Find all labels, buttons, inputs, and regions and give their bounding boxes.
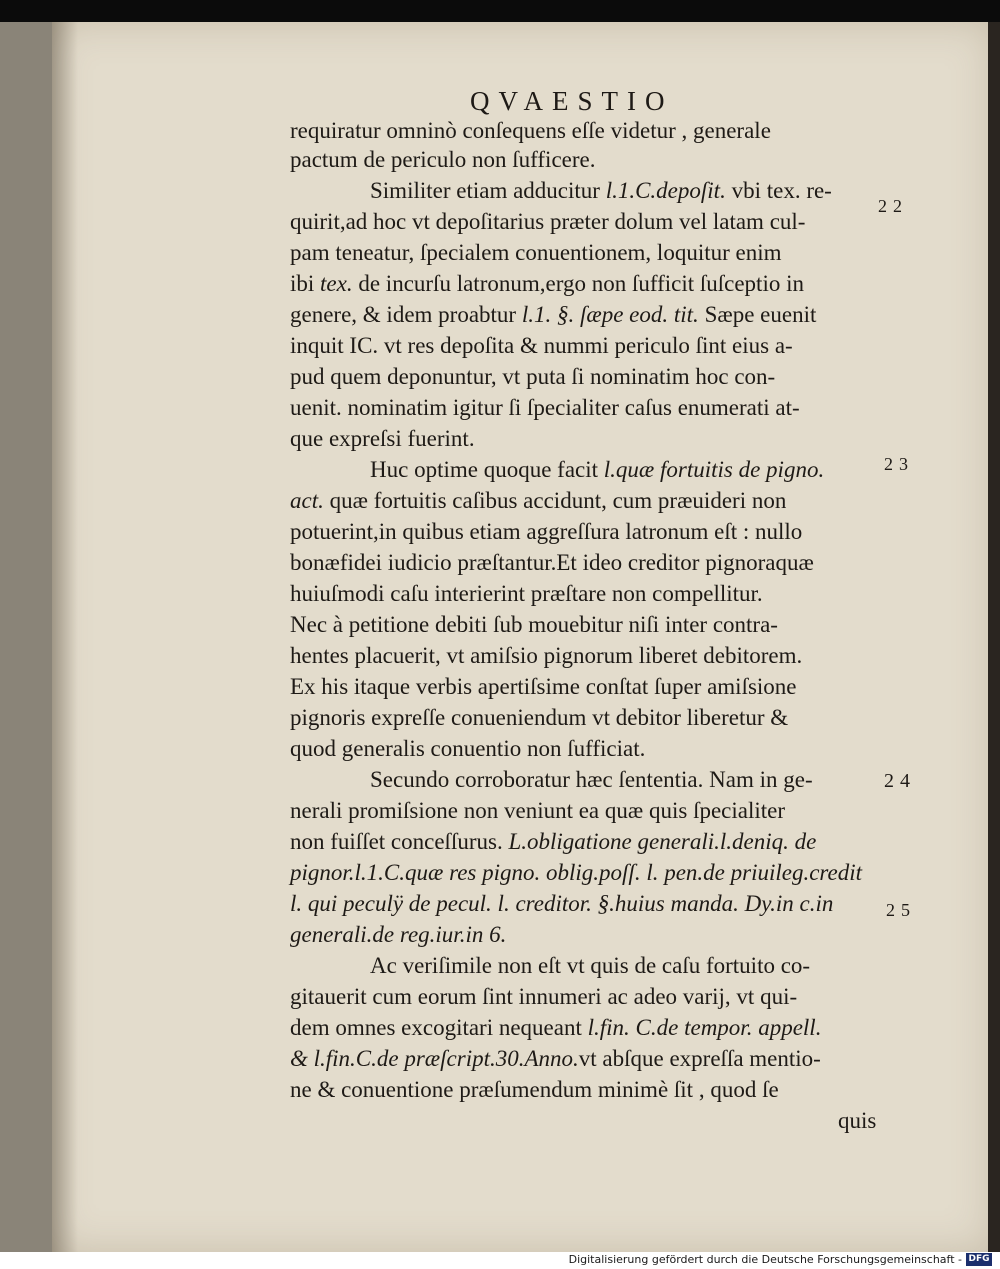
body-text: non fuiſſet conceſſurus. xyxy=(290,829,509,854)
citation-text: l. qui peculÿ de pecul. l. creditor. §.huius manda. Dy.in c.in xyxy=(290,891,834,916)
scan-background-top xyxy=(0,0,1000,22)
body-text: pam teneatur, ſpecialem conuentionem, loquitur enim xyxy=(290,240,782,265)
body-text: Nec à petitione debiti ſub mouebitur niſi inter contra- xyxy=(290,612,778,637)
body-text: huiuſmodi caſu interierint præſtare non compellitur. xyxy=(290,581,763,606)
text-line xyxy=(290,1075,880,1105)
text-line xyxy=(290,734,880,764)
text-line xyxy=(290,207,880,237)
text-line xyxy=(370,455,880,485)
body-text: Secundo corroboratur hæc ſententia. Nam in ge- xyxy=(370,767,813,792)
margin-note-25: 25 xyxy=(886,900,916,920)
text-line xyxy=(290,703,880,733)
body-text: uenit. nominatim igitur ſi ſpecialiter caſus enumerati at- xyxy=(290,395,800,420)
body-text: requiratur omninò conſequens eſſe videtur , generale xyxy=(290,118,771,143)
citation-text: l.1. §. ſæpe eod. tit. xyxy=(521,302,699,327)
body-text: hentes placuerit, vt amiſsio pignorum liberet debitorem. xyxy=(290,643,803,668)
text-line xyxy=(290,517,880,547)
text-line xyxy=(290,796,880,826)
citation-text: l.1.C.depoſit. xyxy=(605,178,726,203)
citation-text: & l.fin.C.de præſcript.30.Anno. xyxy=(290,1046,579,1071)
margin-note-22: 22 xyxy=(878,196,908,216)
citation-text: act. xyxy=(290,488,324,513)
text-line xyxy=(370,176,880,206)
body-text: quirit,ad hoc vt depoſitarius præter dolum vel latam cul- xyxy=(290,209,806,234)
text-line xyxy=(290,982,880,1012)
text-line xyxy=(290,858,880,888)
citation-text: pignor.l.1.C.quæ res pigno. oblig.poſſ. l. pen.de priuileg.credit xyxy=(290,860,863,885)
text-line xyxy=(290,331,880,361)
body-text: potuerint,in quibus etiam aggreſſura latronum eſt : nullo xyxy=(290,519,803,544)
body-text: quæ fortuitis caſibus accidunt, cum præuideri non xyxy=(323,488,787,513)
text-line xyxy=(290,920,880,950)
citation-text: L.obligatione generali.l.deniq. de xyxy=(508,829,817,854)
body-text: gitauerit cum eorum ſint innumeri ac adeo varij, vt qui- xyxy=(290,984,798,1009)
text-line xyxy=(290,424,880,454)
text-line xyxy=(290,641,880,671)
text-line xyxy=(290,116,880,146)
text-line xyxy=(290,672,880,702)
running-header: QVAESTIO xyxy=(470,86,674,116)
body-text: pactum de periculo non ſufficere. xyxy=(290,147,596,172)
body-text: quis xyxy=(838,1108,877,1133)
body-text: dem omnes excogitari nequeant xyxy=(290,1015,588,1040)
body-text: bonæfidei iudicio præſtantur.Et ideo creditor pignoraquæ xyxy=(290,550,814,575)
body-text: Similiter etiam adducitur xyxy=(370,178,606,203)
margin-note-23: 23 xyxy=(884,454,914,474)
text-line xyxy=(290,1013,880,1043)
text-line xyxy=(290,548,880,578)
body-text: Sæpe euenit xyxy=(698,302,817,327)
body-text: Ex his itaque verbis apertiſsime conſtat ſuper amiſsione xyxy=(290,674,797,699)
body-text: pignoris expreſſe conueniendum vt debitor liberetur & xyxy=(290,705,789,730)
text-line xyxy=(290,889,880,919)
body-text: vt abſque expreſſa mentio- xyxy=(578,1046,821,1071)
text-line xyxy=(290,486,880,516)
body-text: ne & conuentione præſumendum minimè ſit , quod ſe xyxy=(290,1077,779,1102)
body-text: genere, & idem proabtur xyxy=(290,302,522,327)
text-line xyxy=(290,362,880,392)
body-text: quod generalis conuentio non ſufficiat. xyxy=(290,736,646,761)
text-line xyxy=(370,951,880,981)
text-line xyxy=(290,269,880,299)
text-line xyxy=(290,393,880,423)
body-text: inquit IC. vt res depoſita & nummi periculo ſint eius a- xyxy=(290,333,793,358)
text-line xyxy=(290,238,880,268)
citation-text: tex. xyxy=(320,271,353,296)
page-edge xyxy=(988,22,1000,1252)
margin-note-24: 24 xyxy=(884,770,916,792)
text-line xyxy=(290,300,880,330)
page-gutter-shadow xyxy=(52,22,78,1252)
text-line xyxy=(290,579,880,609)
text-line xyxy=(290,145,880,175)
text-line xyxy=(290,610,880,640)
body-text: que expreſsi fuerint. xyxy=(290,426,475,451)
body-text: ibi xyxy=(290,271,321,296)
body-text: de incurſu latronum,ergo non ſufficit ſuſceptio in xyxy=(352,271,804,296)
scan-background-left xyxy=(0,22,52,1252)
body-text: vbi tex. re- xyxy=(725,178,832,203)
dfg-logo: DFG xyxy=(966,1253,992,1266)
citation-text: l.fin. C.de tempor. appell. xyxy=(587,1015,822,1040)
citation-text: l.quæ fortuitis de pigno. xyxy=(603,457,825,482)
body-text: Huc optime quoque facit xyxy=(370,457,604,482)
text-line xyxy=(370,765,880,795)
text-line xyxy=(290,827,880,857)
footer-credit: Digitalisierung gefördert durch die Deutsche Forschungsgemeinschaft - xyxy=(568,1253,962,1266)
body-text: Ac veriſimile non eſt vt quis de caſu fortuito co- xyxy=(370,953,811,978)
citation-text: generali.de reg.iur.in 6. xyxy=(290,922,507,947)
body-text: pud quem deponuntur, vt puta ſi nominatim hoc con- xyxy=(290,364,776,389)
text-line xyxy=(838,1106,898,1136)
body-text: nerali promiſsione non veniunt ea quæ quis ſpecialiter xyxy=(290,798,786,823)
text-line xyxy=(290,1044,880,1074)
